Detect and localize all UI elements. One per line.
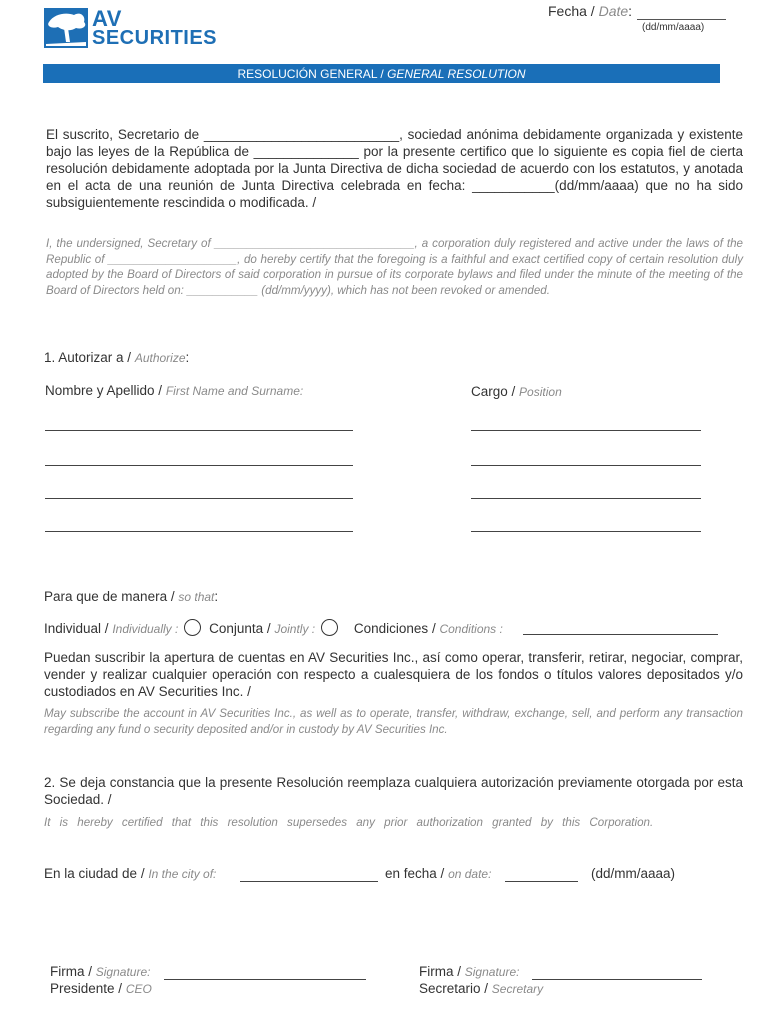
name-label-es: Nombre y Apellido / (45, 383, 163, 398)
on-date-label (385, 866, 491, 881)
conditions-label-es: Condiciones / (353, 621, 436, 636)
position-label-en: Position (519, 385, 562, 399)
ceo-sign-label-en: Signature: (95, 965, 151, 979)
position-field-1[interactable] (471, 430, 701, 431)
name-label-en: First Name and Surname: (165, 384, 304, 398)
conditions-label-en: Conditions : (439, 622, 503, 636)
manner-label-es: Para que de manera / (44, 589, 175, 604)
resolution-banner (43, 64, 720, 83)
individual-label-es: Individual / (44, 621, 109, 636)
secretary-title (419, 981, 543, 996)
supersede-paragraph-es: 2. Se deja constancia que la presente Resolución reemplaza cualquiera autorización previamente otorgada por esta Sociedad. / (44, 775, 743, 807)
secretary-signature-field[interactable] (532, 979, 702, 980)
name-field-4[interactable] (45, 531, 353, 532)
banner-title-en: GENERAL RESOLUTION (387, 67, 526, 81)
manner-label-en: so that (178, 590, 215, 604)
logo-text-securities: SECURITIES (92, 27, 218, 49)
president-label-es: Presidente / (50, 981, 123, 996)
president-label-en: CEO (125, 982, 152, 996)
secretary-signature-label (419, 964, 519, 979)
position-field-3[interactable] (471, 498, 701, 499)
on-date-label-es: en fecha / (385, 866, 445, 881)
city-label-en: In the city of: (148, 867, 217, 881)
individual-radio[interactable] (184, 619, 201, 636)
date-label-en: Date (598, 3, 629, 19)
authorize-heading-es: 1. Autorizar a / (44, 350, 132, 365)
manner-options-row (44, 619, 503, 636)
position-label-es: Cargo / (471, 384, 516, 399)
jointly-label-en: Jointly : (274, 622, 316, 636)
intro-paragraph-en: I, the undersigned, Secretary of _______________________________, a corporation duly registered and active under the laws of the Republic of ____________________, do hereby certify that the foregoing is a faithful and exact certified copy of certain resolution duly adopted by the Board of Directors of said corporation in pursue of its corporate bylaws and filed under the minute of the meeting of the Board of Directors held on: ___________ (dd/mm/yyyy), which has not been revoked or amended. (46, 237, 743, 297)
authorize-heading-en: Authorize (134, 351, 186, 365)
ceo-signature-label (50, 964, 150, 979)
ceo-signature-field[interactable] (164, 979, 366, 980)
name-field-2[interactable] (45, 465, 353, 466)
subscribe-paragraph-es: Puedan suscribir la apertura de cuentas en AV Securities Inc., así como operar, transferir, retirar, negociar, comprar, vender y realizar cualquier operación con respecto a cualesquiera de los fondos o títulos valores depositados y/o custodiados en AV Securities Inc. / (44, 650, 743, 699)
on-date-label-en: on date: (448, 867, 492, 881)
secretary-label-en: Secretary (491, 982, 544, 996)
city-label (44, 866, 216, 881)
date-label-es: Fecha (548, 3, 587, 19)
on-date-format-hint: (dd/mm/aaaa) (591, 866, 676, 881)
city-label-es: En la ciudad de / (44, 866, 145, 881)
jointly-label-es: Conjunta / (209, 621, 271, 636)
subscribe-paragraph-en: May subscribe the account in AV Securities Inc., as well as to operate, transfer, withdraw, exchange, sell, and perform any transaction regarding any fund o security deposited and/or in custody by AV Securities Inc. (44, 707, 743, 736)
position-field-4[interactable] (471, 531, 701, 532)
ceo-title (50, 981, 152, 996)
date-format-hint: (dd/mm/aaaa) (642, 22, 705, 33)
jointly-radio[interactable] (321, 619, 338, 636)
secretary-label-es: Secretario / (419, 981, 489, 996)
logo-text-av: AV (92, 6, 122, 31)
name-column-header (45, 383, 303, 398)
secretary-sign-label-en: Signature: (464, 965, 520, 979)
conditions-field[interactable] (523, 634, 718, 635)
name-field-3[interactable] (45, 498, 353, 499)
banner-title-es: RESOLUCIÓN GENERAL / (237, 67, 384, 81)
manner-label: Para que de manera / so that: (44, 589, 219, 604)
on-date-field[interactable] (505, 881, 578, 882)
ceo-sign-label-es: Firma / (50, 964, 92, 979)
name-field-1[interactable] (45, 430, 353, 431)
position-field-2[interactable] (471, 465, 701, 466)
city-field[interactable] (240, 881, 378, 882)
individual-label-en: Individually : (112, 622, 179, 636)
supersede-paragraph-en: It is hereby certified that this resolution supersedes any prior authorization granted by this Corporation. (44, 816, 654, 829)
position-column-header (471, 384, 562, 399)
authorize-heading: 1. Autorizar a / Authorize: (44, 350, 190, 365)
date-field[interactable] (637, 19, 726, 20)
intro-paragraph-es: El suscrito, Secretario de __________________________, sociedad anónima debidamente organizada y existente bajo las leyes de la República de ______________ por la presente certifico que lo siguiente es copia fiel de cierta resolución debidamente adoptada por la Junta Directiva de dicha sociedad de acuerdo con los estatutos, y anotada en el acta de una reunión de Junta Directiva celebrada en fecha: ___________(dd/mm/aaaa) que no ha sido subsiguientemente rescindida o modificada. / (46, 127, 743, 210)
secretary-sign-label-es: Firma / (419, 964, 461, 979)
date-label: Fecha / Date: (548, 3, 633, 19)
